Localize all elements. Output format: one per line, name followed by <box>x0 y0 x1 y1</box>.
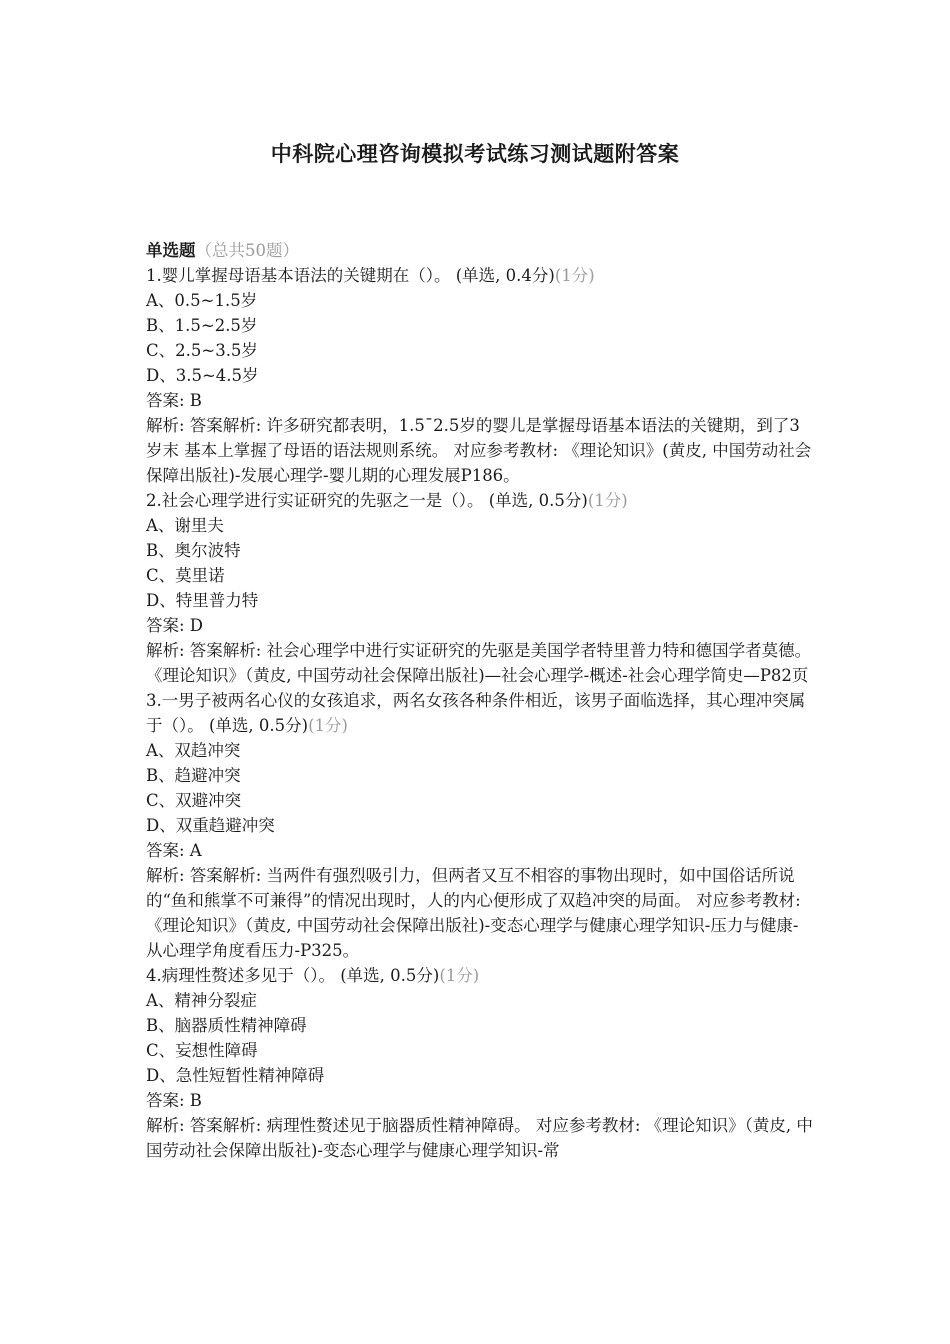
option-b: B、1.5~2.5岁 <box>146 316 258 335</box>
question-stem: 3.一男子被两名心仪的女孩追求，两名女孩各种条件相近，该男子面临选择，其心理冲突属于（）。 (单选, 0.5分)(1分) <box>146 691 806 735</box>
answer: 答案: A <box>146 841 202 860</box>
analysis: 解析: 答案解析: 许多研究都表明，1.5¯2.5岁的婴儿是掌握母语基本语法的关键期，到了3岁末 基本上掌握了母语的语法规则系统。 对应参考教材: 《理论知识》(黄皮, 中国劳动社会保障出版社)-发展心理学-婴儿期的心理发展P186。 <box>146 416 812 485</box>
option-d: D、3.5~4.5岁 <box>146 366 259 385</box>
question-score: (1分) <box>308 716 348 735</box>
option-d: D、急性短暂性精神障碍 <box>146 1066 325 1085</box>
option-a: A、0.5~1.5岁 <box>146 291 258 310</box>
answer: 答案: B <box>146 391 202 410</box>
question-stem: 4.病理性赘述多见于（）。 (单选, 0.5分)(1分) <box>146 966 480 985</box>
section-count-note: （总共50题） <box>195 241 299 260</box>
option-c: C、2.5~3.5岁 <box>146 341 258 360</box>
option-d: D、特里普力特 <box>146 591 259 610</box>
document-title: 中科院心理咨询模拟考试练习测试题附答案 <box>270 141 680 166</box>
analysis: 解析: 答案解析: 当两件有强烈吸引力，但两者又互不相容的事物出现时，如中国俗话所说的“鱼和熊掌不可兼得”的情况出现时，人的内心便形成了双趋冲突的局面。 对应参考教材: 《理论知识》（黄皮, 中国劳动社会保障出版社)-变态心理学与健康心理学知识-压力与健康-从心理学角度看压力-P325。 <box>146 866 801 960</box>
section-label: 单选题 <box>146 241 196 260</box>
option-b: B、奥尔波特 <box>146 541 241 560</box>
option-b: B、脑器质性精神障碍 <box>146 1016 307 1035</box>
answer: 答案: B <box>146 1091 202 1110</box>
option-a: A、精神分裂症 <box>146 991 257 1010</box>
section-heading <box>146 238 814 263</box>
option-b: B、趋避冲突 <box>146 766 241 785</box>
document-body <box>146 238 814 1163</box>
question-block <box>146 488 814 688</box>
question-block <box>146 963 814 1163</box>
option-a: A、双趋冲突 <box>146 741 241 760</box>
option-c: C、妄想性障碍 <box>146 1041 258 1060</box>
option-d: D、双重趋避冲突 <box>146 816 275 835</box>
question-score: (1分) <box>554 266 595 285</box>
question-block <box>146 263 814 488</box>
question-stem: 1.婴儿掌握母语基本语法的关键期在（）。 (单选, 0.4分)(1分) <box>146 266 595 285</box>
analysis: 解析: 答案解析: 社会心理学中进行实证研究的先驱是美国学者特里普力特和德国学者莫德。 《理论知识》（黄皮, 中国劳动社会保障出版社)—社会心理学-概述-社会心理学简史—P82页 <box>146 641 812 685</box>
question-score: (1分) <box>439 966 480 985</box>
option-c: C、莫里诺 <box>146 566 225 585</box>
question-block <box>146 688 814 963</box>
analysis: 解析: 答案解析: 病理性赘述见于脑器质性精神障碍。 对应参考教材: 《理论知识》（黄皮, 中国劳动社会保障出版社)-变态心理学与健康心理学知识-常 <box>146 1116 813 1160</box>
answer: 答案: D <box>146 616 204 635</box>
question-score: (1分) <box>587 491 628 510</box>
question-stem: 2.社会心理学进行实证研究的先驱之一是（）。 (单选, 0.5分)(1分) <box>146 491 628 510</box>
option-a: A、谢里夫 <box>146 516 224 535</box>
option-c: C、双避冲突 <box>146 791 242 810</box>
